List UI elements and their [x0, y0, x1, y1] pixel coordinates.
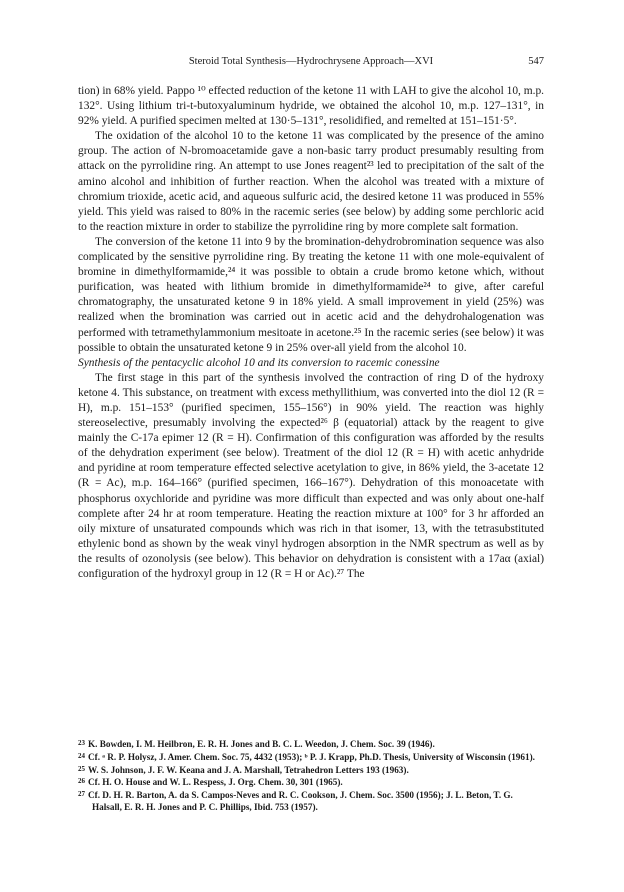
- paragraph-oxidation: The oxidation of the alcohol 10 to the ketone 11 was complicated by the presence of the amino group. The action of N-bromoacetamide gave a non-basic tarry product presumably resulting from attack on the pyrrolidine ring. An attempt to use Jones reagent²³ led to precipitation of the salt of the amino alcohol and inhibition of further reaction. When the alcohol was treated with a mixture of chromium trioxide, acetic acid, and aqueous sulfuric acid, the desired ketone 11 was produced in 55% yield. This yield was raised to 80% in the racemic series (see below) by adding some perchloric acid to the reaction mixture in order to stabilize the pyrrolidine ring by more complete salt formation.: [78, 130, 544, 233]
- running-title: Steroid Total Synthesis—Hydrochrysene Approach—XVI: [188, 56, 434, 67]
- footnote: [78, 751, 544, 764]
- footnote-number: 27: [78, 790, 85, 799]
- footnote: [78, 789, 544, 814]
- footnote-text: Cf. D. H. R. Barton, A. da S. Campos-Neves and R. C. Cookson, J. Chem. Soc. 3500 (1956); J. L. Beton, T. G. Halsall, E. R. H. Jones and P. C. Phillips, Ibid. 753 (1957).: [88, 790, 513, 812]
- footnote-text: K. Bowden, I. M. Heilbron, E. R. H. Jones and B. C. L. Weedon, J. Chem. Soc. 39 (1946).: [88, 739, 435, 749]
- footnote: [78, 776, 544, 789]
- footnotes: [78, 738, 544, 814]
- paragraph-continuation: tion) in 68% yield. Pappo ¹⁰ effected reduction of the ketone 11 with LAH to give the alcohol 10, m.p. 132°. Using lithium tri-t-butoxyaluminum hydride, we obtained the alcohol 10, m.p. 127–131°, in 92% yield. A purified specimen melted at 130·5–131°, resolidified, and remelted at 151–151·5°.: [78, 85, 544, 128]
- footnote-text: Cf. H. O. House and W. L. Respess, J. Org. Chem. 30, 301 (1965).: [88, 777, 343, 788]
- footnote: [78, 738, 544, 751]
- paragraph-ring-contraction: The first stage in this part of the synthesis involved the contraction of ring D of the hydroxy ketone 4. This substance, on treatment with excess methyllithium, was converted into the diol 12 (R = H), m.p. 151–153° (purified specimen, 155–156°) in 90% yield. The reaction was highly stereoselective, presumably involving the expected²⁶ β (equatorial) attack by the reagent to give mainly the C-17a epimer 12 (R = H). Confirmation of this configuration was afforded by the results of the dehydration experiment (see below). Treatment of the diol 12 (R = H) with acetic anhydride and pyridine at room temperature effected selective acetylation to give, in 86% yield, the 3-acetate 12 (R = Ac), m.p. 164–166° (purified specimen, 166–167°). Dehydration of this monoacetate with phosphorus oxychloride and pyridine was more difficult than expected and was only about one-half complete after 24 hr at room temperature. Heating the reaction mixture at 100° for 3 hr afforded an oily mixture of unsaturated compounds which was rich in that isomer, 13, with the tetrasubstituted ethylenic bond as shown by the weak vinyl hydrogen absorption in the NMR spectrum as well as by the results of ozonolysis (see below). This behavior on dehydration is consistent with a 17aα (axial) configuration of the hydroxyl group in 12 (R = H or Ac).²⁷ The: [78, 371, 544, 580]
- footnote-text: W. S. Johnson, J. F. W. Keana and J. A. Marshall, Tetrahedron Letters 193 (1963).: [88, 764, 409, 775]
- footnote-number: 25: [78, 764, 85, 773]
- section-heading: Synthesis of the pentacyclic alcohol 10 and its conversion to racemic conessine: [78, 356, 440, 369]
- footnote-number: 26: [78, 777, 85, 786]
- footnote-text: Cf. ᵃ R. P. Holysz, J. Amer. Chem. Soc. 75, 4432 (1953); ᵇ P. J. Krapp, Ph.D. Thesis, University of Wisconsin (1961).: [88, 751, 535, 762]
- body-text: [78, 84, 544, 582]
- footnote-number: 23: [78, 739, 85, 747]
- footnote-number: 24: [78, 751, 85, 760]
- paragraph-bromination: The conversion of the ketone 11 into 9 by the bromination-dehydrobromination sequence was also complicated by the sensitive pyrrolidine ring. By treating the ketone 11 with one mole-equivalent of bromine in dimethylformamide,²⁴ it was possible to obtain a crude bromo ketone which, without purification, was heated with lithium bromide in dimethylformamide²⁴ to give, after careful chromatography, the unsaturated ketone 9 in 18% yield. A small improvement in yield (25%) was realized when the bromination was carried out in acetic acid and the dehydrohalogenation was performed with tetramethylammonium mesitoate in acetone.²⁵ In the racemic series (see below) it was possible to obtain the unsaturated ketone 9 in 25% over-all yield from the alcohol 10.: [78, 235, 544, 354]
- footnote: [78, 764, 544, 777]
- page-header: [78, 54, 544, 70]
- page-number: 547: [528, 56, 544, 67]
